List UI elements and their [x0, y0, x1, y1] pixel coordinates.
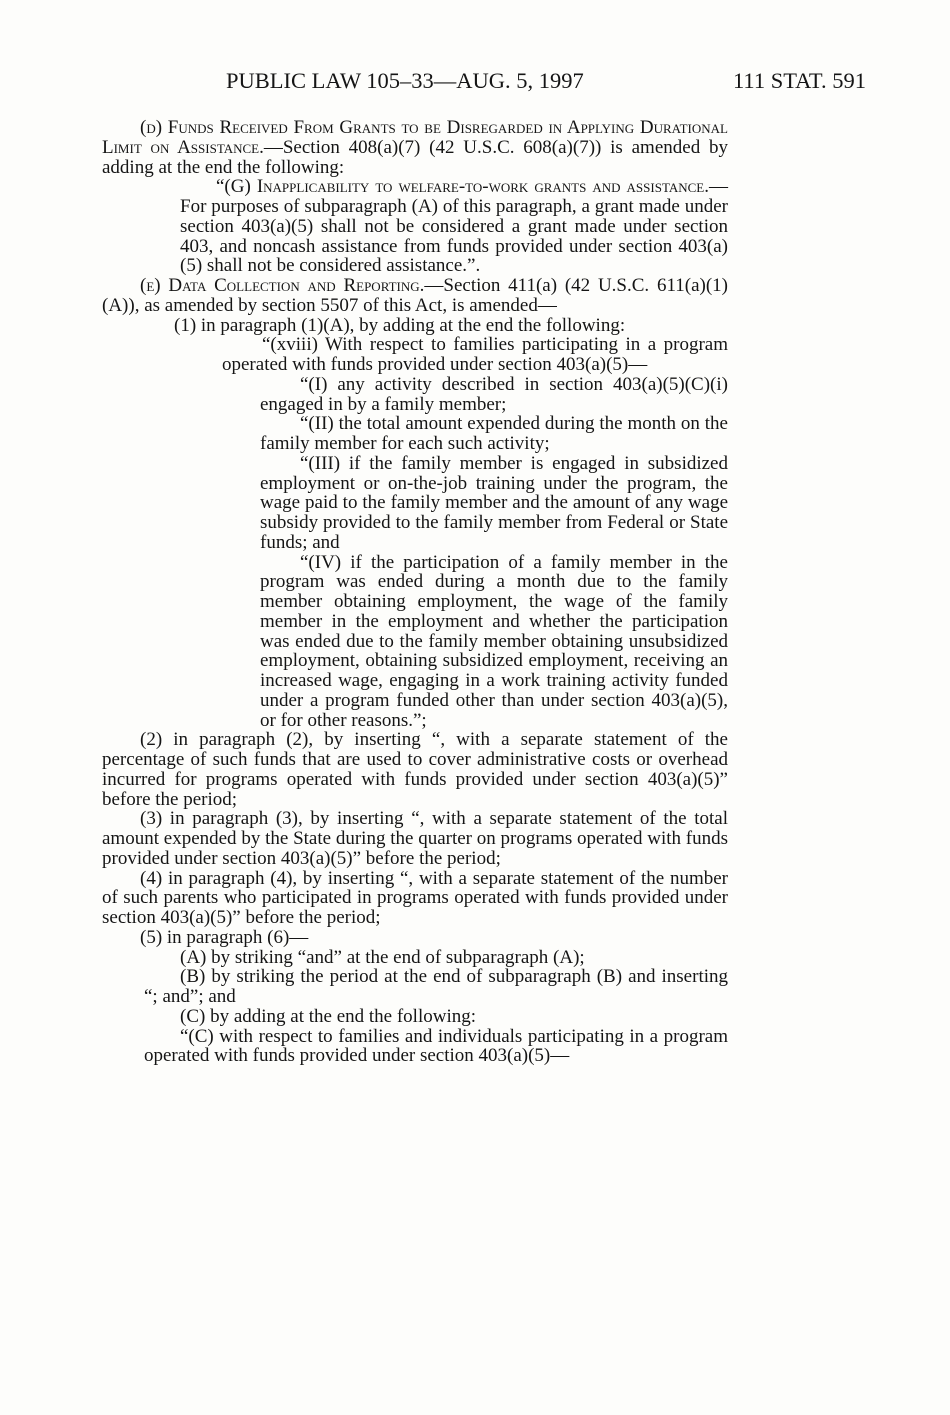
- running-header: [226, 66, 866, 96]
- subitem-c-quote: “(C) with respect to families and individuals participating in a program operated with funds provided under section 403(a)(5)—: [144, 1025, 728, 1067]
- section-e-paragraph: [102, 276, 728, 316]
- header-page-number: 111 STAT. 591: [733, 68, 866, 93]
- section-e-text: —Section 411(a) (42 U.S.C. 611(a)(1)(A)), as amended by section 5507 of this Act, is amended—: [102, 275, 728, 316]
- item-1: (1) in paragraph (1)(A), by adding at the end the following:: [174, 314, 626, 336]
- clause-xviii: “(xviii) With respect to families participating in a program operated with funds provided under section 403(a)(5)—: [222, 334, 728, 375]
- item-4: (4) in paragraph (4), by inserting “, with a separate statement of the number of such parents who participated in programs operated with funds provided under section 403(a)(5)” before the period;: [102, 867, 728, 928]
- subclause-ii: “(II) the total amount expended during the month on the family member for each such activity;: [260, 413, 728, 454]
- subclause-iv: “(IV) if the participation of a family member in the program was ended during a month due to the family member obtaining employment, the wage of the family member in the employment and whether the participation was ended due to the family member obtaining unsubsidized employment, obtaining subsidized employment, receiving an increased wage, engaging in a work training activity funded under a program funded other than under section 403(a)(5), or for other reasons.”;: [260, 551, 728, 731]
- subparagraph-g-text: —For purposes of subparagraph (A) of this paragraph, a grant made under section 403(a)(5) shall not be considered a grant made under section 403, and noncash assistance from funds provided under section 403(a)(5) shall not be considered assistance.”.: [180, 176, 728, 277]
- header-title: PUBLIC LAW 105–33—AUG. 5, 1997: [226, 68, 584, 93]
- subitem-c: (C) by adding at the end the following:: [180, 1005, 477, 1027]
- subitem-b: (B) by striking the period at the end of subparagraph (B) and inserting “; and”; and: [144, 966, 728, 1007]
- item-2: (2) in paragraph (2), by inserting “, with a separate statement of the percentage of such funds that are used to cover administrative costs or overhead incurred for programs operated with funds provided under section 403(a)(5)” before the period;: [102, 729, 728, 810]
- section-d-text: —Section 408(a)(7) (42 U.S.C. 608(a)(7)) is amended by adding at the end the following:: [102, 136, 728, 178]
- subclause-i: “(I) any activity described in section 403(a)(5)(C)(i) engaged in by a family member;: [260, 373, 728, 415]
- subparagraph-g: [180, 177, 728, 276]
- subitem-a: (A) by striking “and” at the end of subparagraph (A);: [180, 946, 585, 968]
- subparagraph-g-heading: “(G) Inapplicability to welfare-to-work grants and assistance.: [216, 176, 709, 198]
- item-5: (5) in paragraph (6)—: [140, 926, 309, 948]
- subclause-iii: “(III) if the family member is engaged in subsidized employment or on-the-job training under the program, the wage paid to the family member and the amount of any wage subsidy provided to the family member from Federal or State funds; and: [260, 452, 728, 553]
- section-d-paragraph: [102, 118, 728, 177]
- document-body: [102, 118, 728, 1066]
- item-3: (3) in paragraph (3), by inserting “, with a separate statement of the total amount expended by the State during the quarter on programs operated with funds provided under section 403(a)(5)” before the period;: [102, 808, 728, 869]
- section-d-heading: (d) Funds Received From Grants to be Disregarded in Applying Durational Limit on Assistance.: [102, 117, 728, 158]
- section-e-heading: (e) Data Collection and Reporting.: [140, 275, 425, 296]
